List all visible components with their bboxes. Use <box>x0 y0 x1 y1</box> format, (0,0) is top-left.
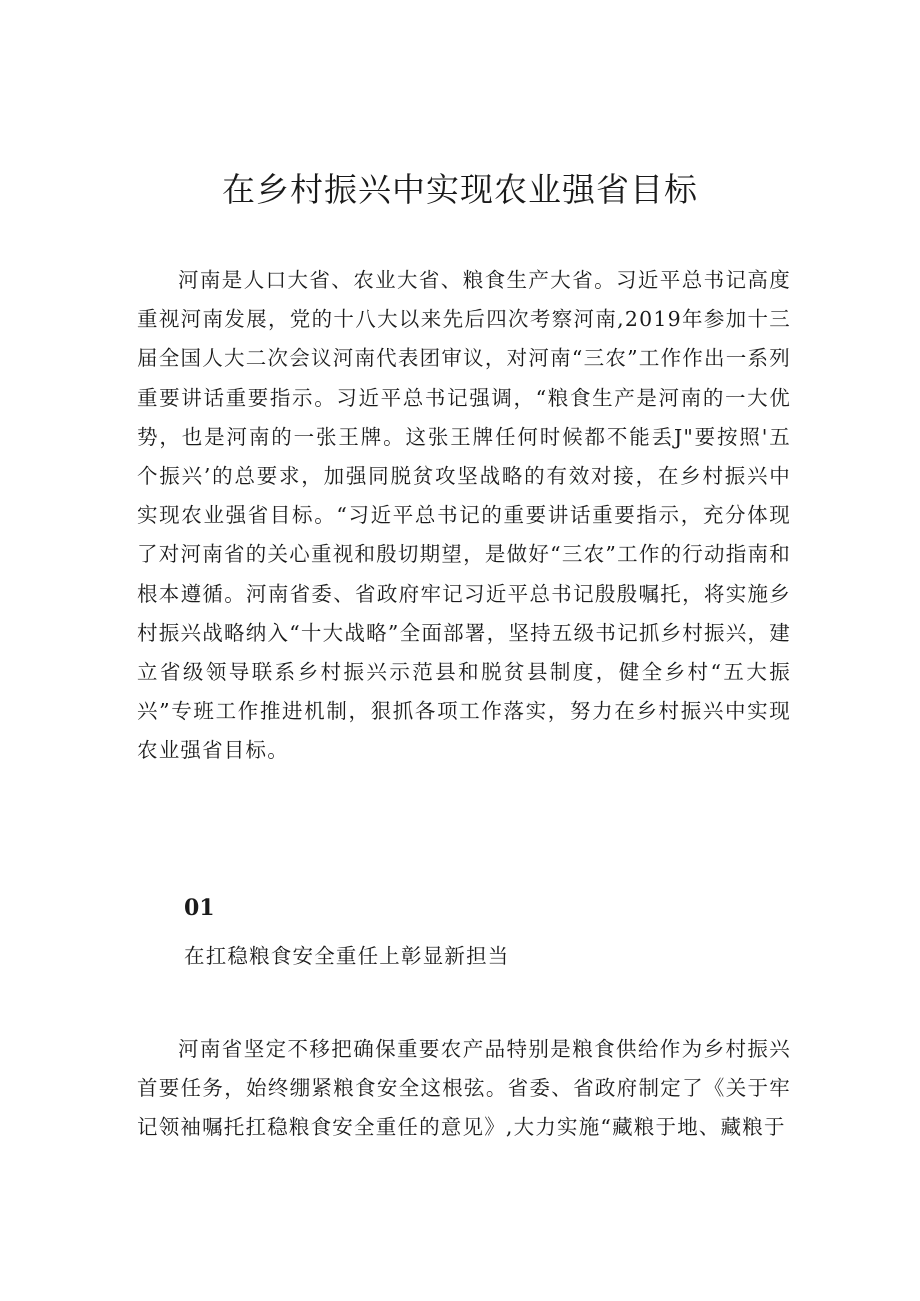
section-heading: 在扛稳粮食安全重任上彰显新担当 <box>184 944 510 968</box>
intro-paragraph: 河南是人口大省、农业大省、粮食生产大省。习近平总书记高度重视河南发展，党的十八大以来先后四次考察河南,2019年参加十三届全国人大二次会议河南代表团审议，对河南“三农”工作作出一系列重要讲话重要指示。习近平总书记强调，“粮食生产是河南的一大优势，也是河南的一张王牌。这张王牌任何时候都不能丢J"要按照'五个振兴’的总要求，加强同脱贫攻坚战略的有效对接，在乡村振兴中实现农业强省目标。“习近平总书记的重要讲话重要指示，充分体现了对河南省的关心重视和殷切期望，是做好“三农”工作的行动指南和根本遵循。河南省委、省政府牢记习近平总书记殷殷嘱托，将实施乡村振兴战略纳入“十大战略”全面部署，坚持五级书记抓乡村振兴，建立省级领导联系乡村振兴示范县和脱贫县制度，健全乡村“五大振兴”专班工作推进机制，狠抓各项工作落实，努力在乡村振兴中实现农业强省目标。 <box>137 268 791 763</box>
section-number: 01 <box>184 895 215 921</box>
section-paragraph: 河南省坚定不移把确保重要农产品特别是粮食供给作为乡村振兴首要任务，始终绷紧粮食安全这根弦。省委、省政府制定了《关于牢记领袖嘱托扛稳粮食安全重任的意见》,大力实施“藏粮于地、藏粮于 <box>137 1037 791 1140</box>
document-title: 在乡村振兴中实现农业强省目标 <box>222 170 698 209</box>
